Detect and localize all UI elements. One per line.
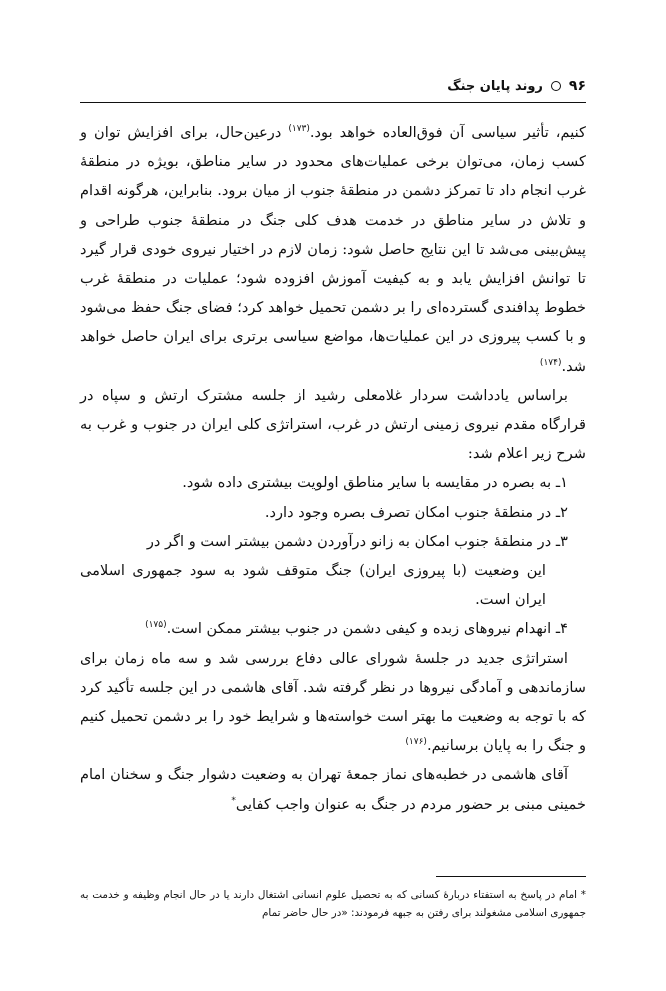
- circle-ornament-icon: [551, 81, 561, 91]
- citation-ref: (۱۷۴): [539, 357, 562, 368]
- page-number: ۹۶: [568, 78, 586, 94]
- footnote-marker: *: [231, 795, 236, 806]
- citation-ref: (۱۷۶): [405, 737, 427, 748]
- citation-ref: (۱۷۳): [288, 124, 310, 135]
- list-item-1: ۱ـ به بصره در مقایسه با سایر مناطق اولویت بیشتری داده شود.: [182, 474, 568, 492]
- footnote-rule: [436, 876, 586, 877]
- footnote-text: * امام در پاسخ به استفتاء دربارهٔ کسانی که به تحصیل علوم انسانی اشتغال دارند یا در حال انجام وظیفه و خدمت به جمهوری اسلامی مشغولند برای رفتن به جبهه فرمودند: «در حال حاضر تمام: [80, 889, 586, 919]
- citation-ref: (۱۷۵): [145, 620, 167, 631]
- paragraph-1: کنیم، تأثیر سیاسی آن فوق‌العاده خواهد بود.$^{(۱۷۳)}$ درعین‌حال، برای افزایش توان و کسب زمان، می‌توان برخی عملیات‌های محدود در سایر مناطق، بویژه در منطقهٔ غرب انجام داد تا تمرکز دشمن در منطقهٔ جنوب از میان برود. بنابراین، هرگونه اقدام و تلاش در سایر مناطق در خدمت هدف کلی جنگ در منطقهٔ جنوب طراحی و پیش‌بینی می‌شد تا این نتایج حاصل شود: زمان لازم در اختیار نیروی خودی قرار گیرد تا توانش افزایش یابد و به کیفیت آموزش افزوده شود؛ عملیات در منطقهٔ غرب خطوط پدافندی گسترده‌ای را بر دشمن تحمیل خواهد کرد؛ فضای جنگ حفظ می‌شود و با کسب پیروزی در این عملیات‌ها، مواضع سیاسی برتری برای ایران حاصل خواهد شد.$^{(۱۷۴)}$: [80, 124, 586, 375]
- header-rule: [80, 102, 586, 103]
- list-item-3: ۳ـ در منطقهٔ جنوب امکان به زانو درآوردن دشمن بیشتر است و اگر در: [146, 532, 568, 550]
- running-header: [80, 78, 586, 94]
- body-text: [80, 118, 586, 819]
- footnote: [80, 886, 586, 922]
- running-title: روند پایان جنگ: [447, 78, 543, 94]
- paragraph-4: آقای هاشمی در خطبه‌های نماز جمعهٔ تهران به وضعیت دشوار جنگ و سخنان امام خمینی مبنی بر حضور مردم در جنگ به عنوان واجب کفایی*: [80, 766, 586, 813]
- list-item-2: ۲ـ در منطقهٔ جنوب امکان تصرف بصره وجود دارد.: [264, 503, 568, 521]
- list-item-3-continued: این وضعیت (با پیروزی ایران) جنگ متوقف شود به سود جمهوری اسلامی ایران است.: [80, 562, 546, 609]
- paragraph-2: براساس یادداشت سردار غلامعلی رشید از جلسه مشترک ارتش و سپاه در قرارگاه مقدم نیروی زمینی ارتش در غرب، استراتژی کلی ایران در جنوب و غرب به شرح زیر اعلام شد:: [80, 386, 586, 463]
- paragraph-3: استراتژی جدید در جلسهٔ شورای عالی دفاع بررسی شد و سه ماه زمان برای سازماندهی و آمادگی نیروها در نظر گرفته شد. آقای هاشمی در این جلسه تأکید کرد که با توجه به وضعیت ما بهتر است خواسته‌ها و شرایط خود را بر دشمن تحمیل کنیم و جنگ را به پایان برسانیم.$^{(۱۷۶)}$: [80, 649, 586, 755]
- list-item-4: ۴ـ انهدام نیروهای زبده و کیفی دشمن در جنوب بیشتر ممکن است.$^{(۱۷۵)}$: [145, 620, 568, 638]
